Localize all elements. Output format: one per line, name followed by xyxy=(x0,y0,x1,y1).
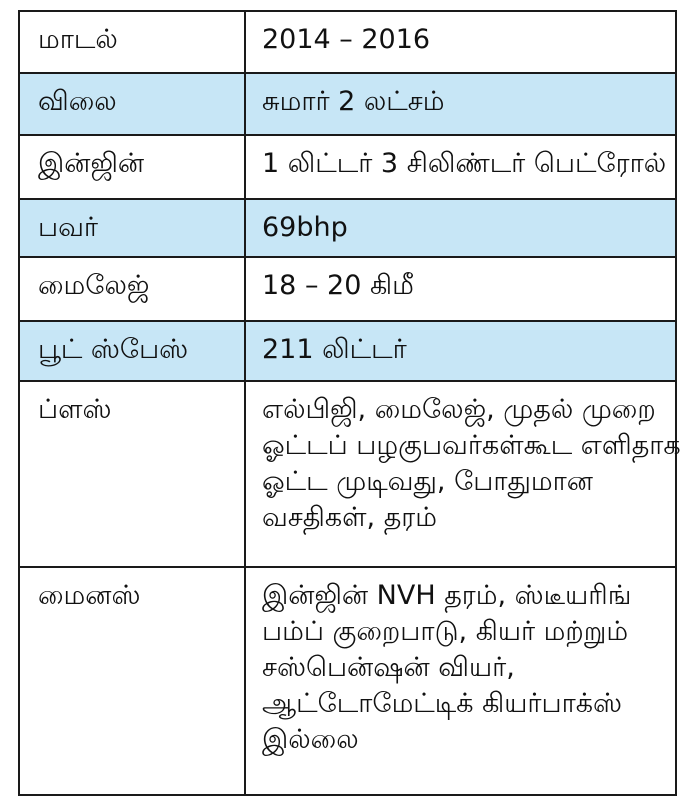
row-label: மைனஸ் xyxy=(19,567,245,795)
value-line: ஓட்ட முடிவது, போதுமான xyxy=(262,466,593,497)
table-row-boot-space xyxy=(19,321,676,381)
table-row-power xyxy=(19,199,676,257)
value-line: ஓட்டப் பழகுபவர்கள்கூட எளிதாக xyxy=(262,430,681,461)
value-line: 18 – 20 கிமீ xyxy=(262,270,414,301)
table-row-engine xyxy=(19,135,676,199)
row-label: விலை xyxy=(19,73,245,135)
row-label: மைலேஜ் xyxy=(19,257,245,321)
value-line: எல்பிஜி, மைலேஜ், முதல் முறை xyxy=(262,394,656,425)
row-value xyxy=(245,135,676,199)
value-line: இல்லை xyxy=(262,724,359,755)
value-line: சுமார் 2 லட்சம் xyxy=(262,86,445,117)
row-label: ப்ளஸ் xyxy=(19,381,245,567)
row-label: மாடல் xyxy=(19,11,245,73)
row-value xyxy=(245,11,676,73)
row-label: இன்ஜின் xyxy=(19,135,245,199)
row-value xyxy=(245,567,676,795)
value-line: ஆட்டோமேட்டிக் கியர்பாக்ஸ் xyxy=(262,688,622,719)
table-row-price xyxy=(19,73,676,135)
value-line: 1 லிட்டர் 3 சிலிண்டர் பெட்ரோல் xyxy=(262,148,667,179)
value-line: 69bhp xyxy=(262,212,348,243)
value-line: 211 லிட்டர் xyxy=(262,334,407,365)
row-value xyxy=(245,381,681,567)
row-value xyxy=(245,199,676,257)
row-label: பவர் xyxy=(19,199,245,257)
row-label: பூட் ஸ்பேஸ் xyxy=(19,321,245,381)
table-row-mileage xyxy=(19,257,676,321)
value-line: வசதிகள், தரம் xyxy=(262,502,437,533)
value-line: இன்ஜின் NVH தரம், ஸ்டீயரிங் xyxy=(262,580,632,611)
row-value xyxy=(245,73,676,135)
spec-table xyxy=(18,10,681,796)
table-row-minus xyxy=(19,567,676,795)
value-line: 2014 – 2016 xyxy=(262,24,431,55)
value-line: சஸ்பென்ஷன் வியர், xyxy=(262,652,515,683)
value-line: பம்ப் குறைபாடு, கியர் மற்றும் xyxy=(262,616,629,647)
row-value xyxy=(245,321,676,381)
table-row-plus xyxy=(19,381,676,567)
table-row-model xyxy=(19,11,676,73)
row-value xyxy=(245,257,676,321)
